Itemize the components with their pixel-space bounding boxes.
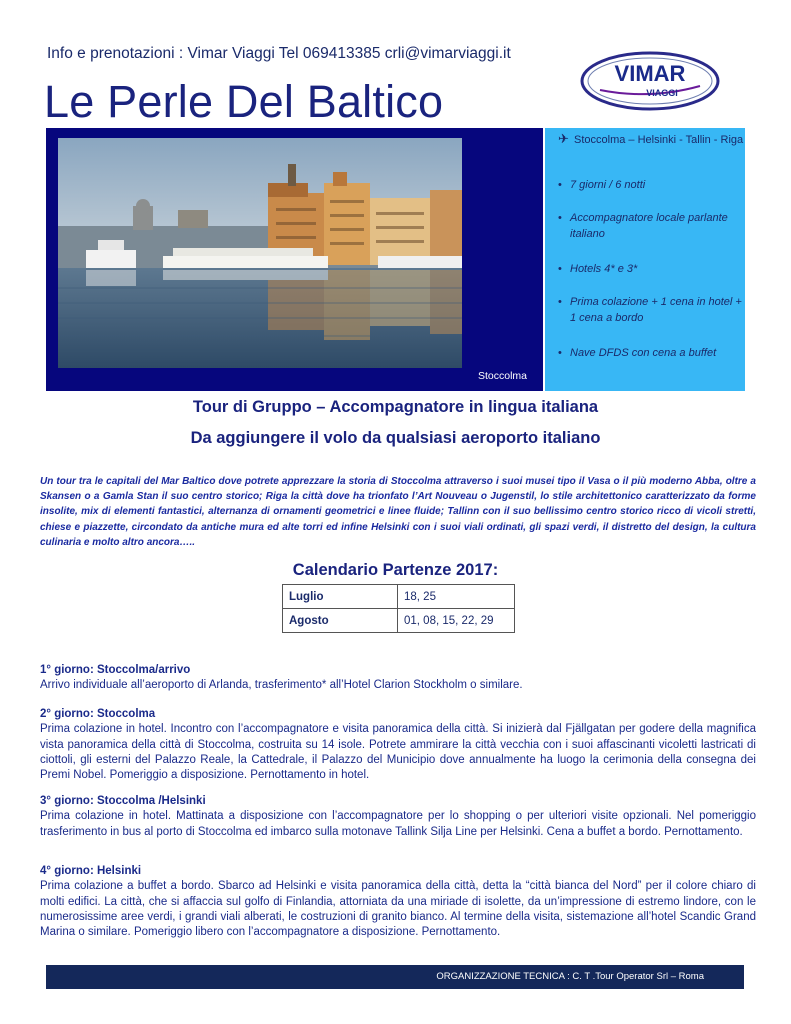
logo-sub-text: VIAGGI bbox=[646, 88, 678, 98]
table-row bbox=[283, 585, 515, 609]
page-title: Le Perle Del Baltico bbox=[44, 76, 444, 127]
highlight-item bbox=[558, 345, 746, 361]
day-description: Prima colazione a buffet a bordo. Sbarco ad Helsinki e visita panoramica della città, detta la “città bianca del Nord” per il colore chiaro di molti edifici. La città, che si affaccia sul golfo di Finlandia, attorniata da una miriade di isolette, da un’impressione di estremo lindore, con le numerosissime aree verdi, i grandi viali alberati, le costruzioni di granito bianco. Al termine della visita, sistemazione all’hotel Scandic Grand Marina o similare. Pomeriggio libero con l’accompagnatore a disposizione. Pernottamento. bbox=[40, 880, 756, 939]
departures-table bbox=[282, 584, 515, 633]
footer-text: ORGANIZZAZIONE TECNICA : C. T .Tour Operator Srl – Roma bbox=[436, 971, 704, 982]
highlight-text: Prima colazione + 1 cena in hotel + 1 cena a bordo bbox=[570, 296, 742, 324]
itinerary-day-3 bbox=[40, 794, 756, 840]
bullet-icon: • bbox=[558, 263, 562, 275]
dates-cell: 18, 25 bbox=[398, 585, 515, 609]
itinerary-day-2 bbox=[40, 707, 756, 783]
tour-highlights-box bbox=[545, 128, 745, 391]
intro-paragraph: Un tour tra le capitali del Mar Baltico dove potrete apprezzare la storia di Stoccolma attraverso i suoi musei tipo il Vasa o il più moderno Abba, oltre a Skansen o a Gamla Stan il suo centro storico; Riga la città dove ha trionfato l’Art Nouveau o Jugenstil, lo stile architettonico caratterizzato da forme insolite, mix di elementi fantastici, alternanza di ornamenti geometrici e linee fluide; Tallinn con il suo bellissimo centro storico ricco di vicoli stretti, chiese e piazzette, circondato da antiche mura ed alte torri ed infine Helsinki con i suoi viali ordinati, gli spazi verdi, il distretto del design, la cultura culinaria e molto altro ancora….. bbox=[40, 476, 756, 548]
day-heading: 3° giorno: Stoccolma /Helsinki bbox=[40, 795, 206, 807]
stockholm-photo bbox=[58, 138, 462, 368]
highlight-text: 7 giorni / 6 notti bbox=[570, 179, 646, 191]
highlight-item bbox=[558, 210, 746, 242]
day-description: Arrivo individuale all’aeroporto di Arlanda, trasferimento* all’Hotel Clarion Stockholm o similare. bbox=[40, 679, 523, 692]
itinerary-day-1 bbox=[40, 663, 756, 694]
bullet-icon: • bbox=[558, 296, 562, 308]
day-heading: 4° giorno: Helsinki bbox=[40, 865, 142, 877]
logo-main-text: VIMAR bbox=[614, 61, 686, 86]
vimar-logo bbox=[578, 50, 728, 112]
airplane-icon: ✈ bbox=[558, 131, 569, 146]
photo-caption: Stoccolma bbox=[478, 370, 528, 382]
subtitle-group-tour: Tour di Gruppo – Accompagnatore in lingua italiana bbox=[192, 398, 599, 416]
highlight-item bbox=[558, 261, 746, 277]
day-description: Prima colazione in hotel. Incontro con l’accompagnatore e visita panoramica della città. Si inizierà dal Fjällgatan per godere della magnifica vista panoramica della città di Stoccolma, costruita su 14 isole. Potrete ammirare la città vecchia con i suoi affascinanti vicoletti lastricati di ciottoli, gli esterni del Palazzo Reale, la Cattedrale, il Palazzo del Municipio dove annualmente ha luogo la cerimonia della consegna dei Premi Nobel. Pomeriggio a disposizione. Pernottamento in hotel. bbox=[40, 723, 756, 782]
highlight-item bbox=[558, 294, 746, 326]
calendar-title: Calendario Partenze 2017: bbox=[292, 561, 499, 579]
dates-cell: 01, 08, 15, 22, 29 bbox=[398, 609, 515, 633]
highlight-text: Nave DFDS con cena a buffet bbox=[570, 347, 717, 359]
footer-bar bbox=[46, 965, 744, 989]
day-heading: 1° giorno: Stoccolma/arrivo bbox=[40, 664, 191, 676]
bullet-icon: • bbox=[558, 347, 562, 359]
route-text: Stoccolma – Helsinki - Tallin - Riga bbox=[574, 134, 744, 146]
month-cell: Luglio bbox=[283, 585, 398, 609]
route-item bbox=[558, 132, 750, 148]
highlight-text: Hotels 4* e 3* bbox=[570, 263, 638, 275]
day-heading: 2° giorno: Stoccolma bbox=[40, 708, 156, 720]
bullet-icon: • bbox=[558, 212, 562, 224]
contact-line: Info e prenotazioni : Vimar Viaggi Tel 069413385 crli@vimarviaggi.it bbox=[47, 45, 511, 62]
day-description: Prima colazione in hotel. Mattinata a disposizione con l’accompagnatore per lo shopping o per ulteriori visite opzionali. Nel pomeriggio trasferimento in bus al porto di Stoccolma ed imbarco sulla motonave Tallink Silja Line per Helsinki. Cena a buffet a bordo. Pernottamento. bbox=[40, 810, 756, 838]
subtitle-flight-note: Da aggiungere il volo da qualsiasi aeroporto italiano bbox=[190, 429, 601, 447]
month-cell: Agosto bbox=[283, 609, 398, 633]
table-row bbox=[283, 609, 515, 633]
highlight-text: Accompagnatore locale parlante italiano bbox=[570, 212, 728, 240]
itinerary-day-4 bbox=[40, 864, 756, 940]
highlight-item bbox=[558, 177, 746, 193]
bullet-icon: • bbox=[558, 179, 562, 191]
